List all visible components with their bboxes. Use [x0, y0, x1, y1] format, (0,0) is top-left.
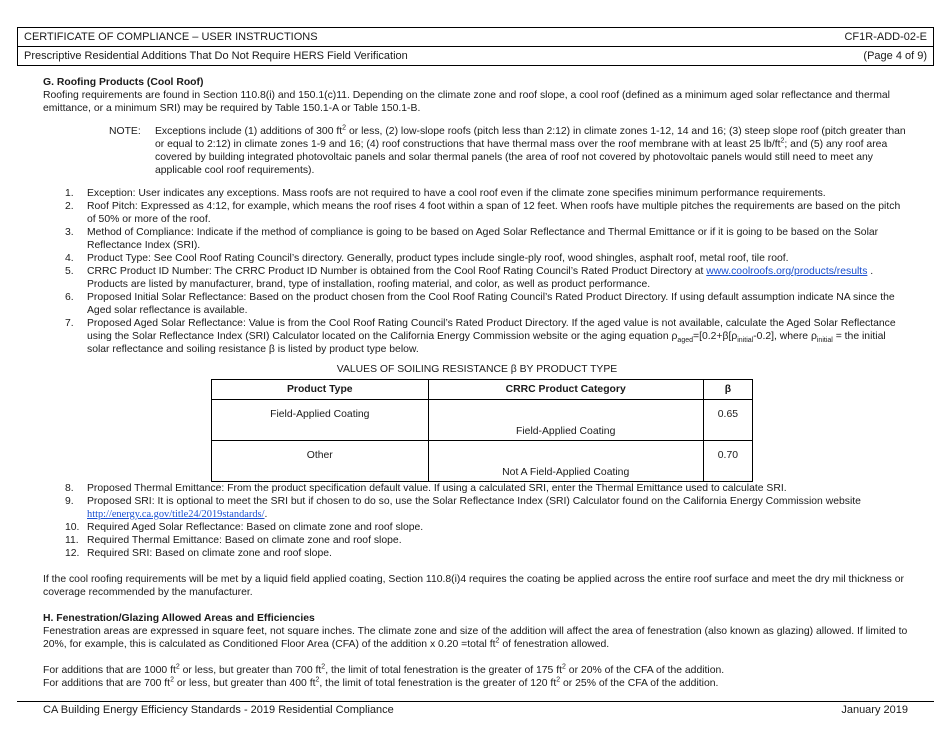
- list-item: 1. Exception: User indicates any exceptions. Mass roofs are not required to have a cool roof even if the climate zone specifies minimum performance requirements.: [65, 188, 826, 199]
- energy-ca-gov-link[interactable]: http://energy.ca.gov/title24/2019standards/: [87, 509, 265, 520]
- note-block: [109, 125, 911, 177]
- section-h-paragraph-1: Fenestration areas are expressed in square feet, not square inches. The climate zone and size of the addition will affect the area of fenestration (also known as glazing) allowed. If limited to 20%, for example, this is calculated as Conditioned Floor Area (CFA) of the addition x 0.20 =total $ft^2$ of fenestration allowed.: [43, 626, 908, 650]
- page-content: [43, 76, 911, 690]
- section-g-heading: G. Roofing Products (Cool Roof): [43, 77, 204, 88]
- table-row: [212, 400, 753, 441]
- form-header: [17, 27, 934, 66]
- table-cell: 0.65: [703, 400, 752, 441]
- instruction-list: [43, 187, 911, 356]
- note-label: NOTE:: [109, 126, 141, 137]
- footer-date: January 2019: [841, 704, 908, 716]
- list-item: 3. Method of Compliance: Indicate if the method of compliance is going to be based on Aged Solar Reflectance and Thermal Emittance or if it is going to be based on the Solar Reflectance Index (SRI).: [65, 227, 879, 251]
- page-number: (Page 4 of 9): [863, 50, 927, 62]
- page-footer: [17, 701, 934, 717]
- note-text: Exceptions include (1) additions of 300 $ft^2$ or less, (2) low-slope roofs (pitch less than 2:12) in climate zones 1-12, 14 and 16; (3) steep slope roof (pitch greater than or equal to 2:12) in climate zones 1-9 and 16; (4) roof constructions that have thermal mass over the roof membrane with at least 25 $lb/ft^2$; and (5) any roof area covered by building integrated photovoltaic panels and solar thermal panels (the area of roof not covered by photovoltaic panels would still need to meet any applicable cool roof requirements).: [155, 124, 906, 176]
- list-item: 8. Proposed Thermal Emittance: From the product specification default value. If using a calculated SRI, enter the Thermal Emittance used to calculate SRI.: [65, 483, 787, 494]
- column-header: Product Type: [212, 380, 429, 400]
- list-item: 7. Proposed Aged Solar Reflectance: Value is from the Cool Roof Rating Council’s Rated Product Directory. If the aged value is not available, calculate the Aged Solar Reflectance using the Solar Reflectance Index (SRI) Calculator located on the California Energy Commission website or the aging equation $\rho_{aged}=[0.2+\beta[\rho_{initial}-0.2]$, where $\rho_{initial}$ = the initial solar reflectance and soiling resistance β is listed by product type below.: [65, 318, 896, 355]
- list-item: 6. Proposed Initial Solar Reflectance: Based on the product chosen from the Cool Roof Rating Council’s Rated Product Directory. If using default assumption indicate NA since the Aged solar reflectance is available.: [65, 292, 895, 316]
- list-item: 9. Proposed SRI: It is optional to meet the SRI but if chosen to do so, use the Solar Reflectance Index (SRI) Calculator found on the California Energy Commission website http://energy.ca.gov/title24/2019standards/.: [65, 496, 861, 520]
- list-item: 11. Required Thermal Emittance: Based on climate zone and roof slope.: [65, 535, 402, 546]
- footer-standards: CA Building Energy Efficiency Standards - 2019 Residential Compliance: [43, 704, 394, 716]
- list-item: 5. CRRC Product ID Number: The CRRC Product ID Number is obtained from the Cool Roof Rating Council’s Rated Product Directory at www.coolroofs.org/products/results . Products are listed by manufacturer, brand, type of installation, roofing material, and color, as well as product performance.: [65, 266, 874, 290]
- list-item: 10. Required Aged Solar Reflectance: Based on climate zone and roof slope.: [65, 522, 424, 533]
- table-cell: 0.70: [703, 441, 752, 482]
- instruction-list-continued: [43, 482, 911, 560]
- table-cell: Other: [212, 441, 429, 482]
- column-header: β: [703, 380, 752, 400]
- list-item: 12. Required SRI: Based on climate zone and roof slope.: [65, 548, 332, 559]
- section-h-paragraph-3: For additions that are 700 $ft^2$ or less, but greater than 400 $ft^2$, the limit of total fenestration is the greater of 120 $ft^2$ or 25% of the CFA of the addition.: [43, 676, 719, 689]
- header-subtitle-row: [17, 47, 934, 66]
- section-g-intro: Roofing requirements are found in Section 110.8(i) and 150.1(c)11. Depending on the climate zone and roof slope, a cool roof (defined as a minimum aged solar reflectance and thermal emittance, or a minimum SRI) may be required by Table 150.1-A or Table 150.1-B.: [43, 90, 890, 114]
- section-h-paragraph-2: For additions that are 1000 $ft^2$ or less, but greater than 700 $ft^2$, the limit of total fenestration is the greater of 175 $ft^2$ or 20% of the CFA of the addition.: [43, 663, 725, 676]
- table-caption: VALUES OF SOILING RESISTANCE β BY PRODUCT TYPE: [336, 364, 618, 375]
- coolroofs-link[interactable]: www.coolroofs.org/products/results: [706, 266, 868, 277]
- form-id: CF1R-ADD-02-E: [844, 31, 927, 43]
- column-header: CRRC Product Category: [428, 380, 703, 400]
- table-cell: Not A Field-Applied Coating: [428, 441, 703, 482]
- table-header-row: [212, 380, 753, 400]
- soiling-resistance-table: [211, 379, 753, 482]
- form-subtitle: Prescriptive Residential Additions That Do Not Require HERS Field Verification: [24, 50, 408, 62]
- section-h-heading: H. Fenestration/Glazing Allowed Areas and Efficiencies: [43, 613, 315, 624]
- list-item: 4. Product Type: See Cool Roof Rating Council’s directory. Generally, product types include single-ply roof, wood shingles, asphalt roof, metal roof, tile roof.: [65, 253, 789, 264]
- form-title: CERTIFICATE OF COMPLIANCE – USER INSTRUCTIONS: [24, 31, 318, 43]
- table-row: [212, 441, 753, 482]
- header-title-row: [17, 27, 934, 47]
- table-cell: Field-Applied Coating: [428, 400, 703, 441]
- table-cell: Field-Applied Coating: [212, 400, 429, 441]
- list-item: 2. Roof Pitch: Expressed as 4:12, for example, which means the roof rises 4 foot within a span of 12 feet. When roofs have multiple pitches the requirements are based on the pitch of 50% or more of the roof.: [65, 201, 901, 225]
- coating-note: If the cool roofing requirements will be met by a liquid field applied coating, Section 110.8(i)4 requires the coating be applied across the entire roof surface and meet the dry mil thickness or coverage recommended by the manufacturer.: [43, 574, 904, 598]
